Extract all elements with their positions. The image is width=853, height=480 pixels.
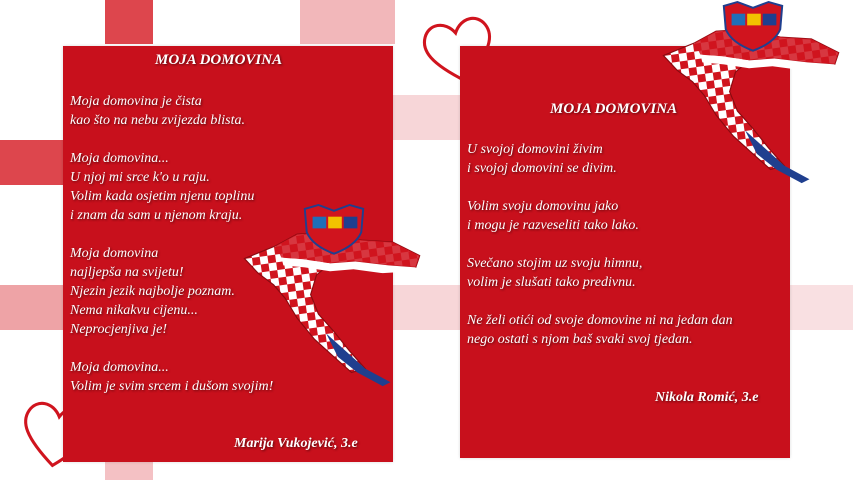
poem-line: Svečano stojim uz svoju himnu, xyxy=(467,256,643,271)
poem-line: nego ostati s njom baš svaki svoj tjedan. xyxy=(467,332,693,347)
poem-line: Volim je svim srcem i dušom svojim! xyxy=(70,379,274,394)
poem-line: Neprocjenjiva je! xyxy=(70,322,168,337)
poem-stanza xyxy=(467,311,733,349)
background-tile xyxy=(105,0,153,44)
poem-line: kao što na nebu zvijezda blista. xyxy=(70,113,245,128)
poem-stanza xyxy=(70,92,273,130)
background-tile xyxy=(393,95,460,140)
poem-author: Marija Vukojević, 3.e xyxy=(234,436,358,451)
background-tile xyxy=(300,0,395,44)
poem-line: i znam da sam u njenom kraju. xyxy=(70,208,243,223)
poem-line: Volim kada osjetim njenu toplinu xyxy=(70,189,255,204)
poem-line: Njezin jezik najbolje poznam. xyxy=(70,284,235,299)
poem-line: Moja domovina je čista xyxy=(70,94,202,109)
poem-line: U svojoj domovini živim xyxy=(467,142,603,157)
poem-line: i mogu je razveseliti tako lako. xyxy=(467,218,639,233)
poem-line: Moja domovina... xyxy=(70,360,169,375)
poem-line: Nema nikakvu cijenu... xyxy=(70,303,198,318)
poem-title: MOJA DOMOVINA xyxy=(155,52,283,68)
poem-line: Moja domovina xyxy=(70,246,159,261)
poem-line: U njoj mi srce k'o u raju. xyxy=(70,170,210,185)
poem-line: volim je slušati tako predivnu. xyxy=(467,275,636,290)
poem-line: Moja domovina... xyxy=(70,151,169,166)
poem-line: i svojoj domovini se divim. xyxy=(467,161,617,176)
croatia-map-icon xyxy=(236,205,432,390)
poem-line: Ne želi otići od svoje domovine ni na jedan dan xyxy=(467,313,733,328)
croatia-map-icon xyxy=(655,2,851,187)
poem-stanza xyxy=(467,197,733,235)
background-tile xyxy=(0,285,63,330)
background-tile xyxy=(0,140,63,185)
poem-line: Volim svoju domovinu jako xyxy=(467,199,619,214)
background-tile xyxy=(790,285,853,330)
poem-line: najljepša na svijetu! xyxy=(70,265,184,280)
poem-stanza xyxy=(467,254,733,292)
poem-author: Nikola Romić, 3.e xyxy=(655,390,759,405)
background-tile xyxy=(105,462,153,480)
poem-title: MOJA DOMOVINA xyxy=(550,101,678,117)
